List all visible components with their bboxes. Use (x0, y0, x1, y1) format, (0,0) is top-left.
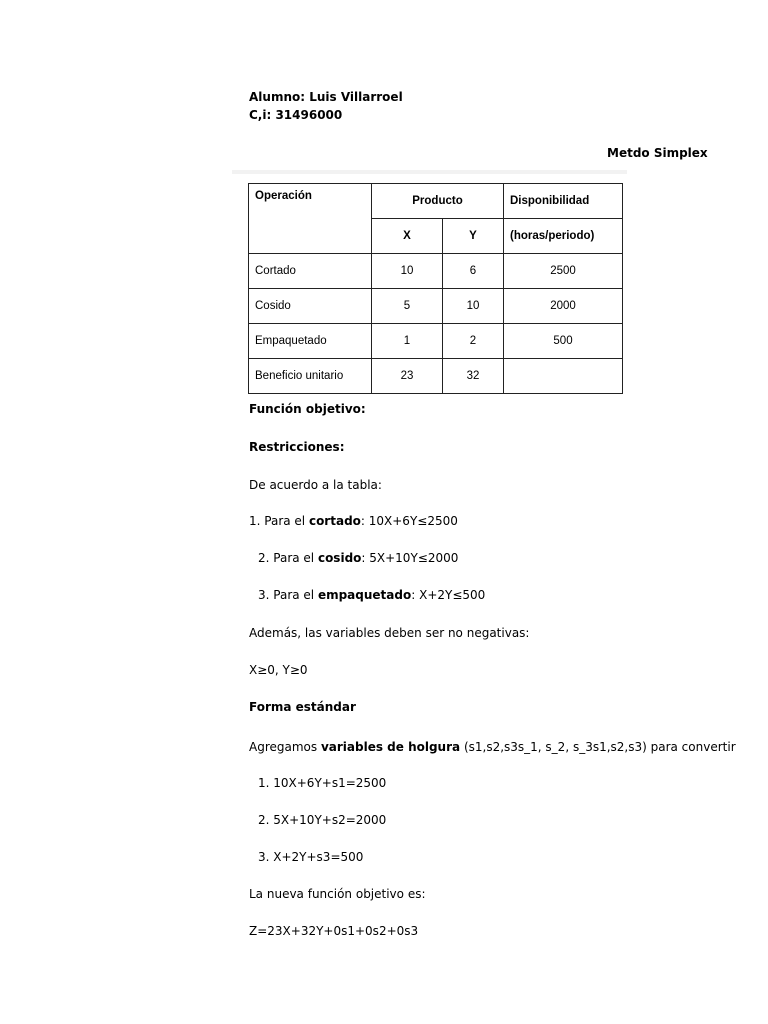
nonneg-constraints: X≥0, Y≥0 (249, 663, 308, 677)
cell-y: 2 (443, 324, 504, 359)
funcion-objetivo-heading: Función objetivo: (249, 402, 366, 416)
cell-x: 10 (372, 254, 443, 289)
cell-disp: 500 (504, 324, 623, 359)
standard-eq-1: 1. 10X+6Y+s1=2500 (258, 776, 387, 790)
restricciones-heading: Restricciones: (249, 440, 345, 454)
image-top-shade (232, 170, 627, 174)
cell-x: 1 (372, 324, 443, 359)
cell-op: Cortado (249, 254, 372, 289)
table-row (249, 324, 623, 359)
cell-op: Beneficio unitario (249, 359, 372, 394)
cell-x: 23 (372, 359, 443, 394)
intro-text: De acuerdo a la tabla: (249, 478, 382, 492)
header-disponibilidad: Disponibilidad (504, 184, 623, 219)
student-name: Alumno: Luis Villarroel (249, 90, 403, 104)
cell-disp: 2500 (504, 254, 623, 289)
cell-disp (504, 359, 623, 394)
objective-function: Z=23X+32Y+0s1+0s2+0s3 (249, 924, 419, 938)
header-x: X (372, 219, 443, 254)
cell-x: 5 (372, 289, 443, 324)
cell-y: 32 (443, 359, 504, 394)
table-row (249, 359, 623, 394)
nonneg-intro: Además, las variables deben ser no negativas: (249, 626, 530, 640)
data-table (248, 183, 623, 394)
standard-eq-3: 3. X+2Y+s3=500 (258, 850, 364, 864)
cell-y: 6 (443, 254, 504, 289)
slack-intro: Agregamos variables de holgura (s1,s2,s3s_1, s_2, s_3s1,s2,s3) para convertir (249, 740, 736, 754)
student-id: C,i: 31496000 (249, 108, 343, 122)
header-horas: (horas/periodo) (504, 219, 623, 254)
header-operacion: Operación (249, 184, 372, 254)
restriction-3: 3. Para el empaquetado: X+2Y≤500 (258, 588, 486, 602)
cell-y: 10 (443, 289, 504, 324)
document-title: Metdo Simplex (607, 146, 708, 160)
table-row (249, 289, 623, 324)
forma-estandar-heading: Forma estándar (249, 700, 356, 714)
standard-eq-2: 2. 5X+10Y+s2=2000 (258, 813, 387, 827)
cell-op: Cosido (249, 289, 372, 324)
cell-op: Empaquetado (249, 324, 372, 359)
restriction-1: 1. Para el cortado: 10X+6Y≤2500 (249, 514, 458, 528)
table-row (249, 254, 623, 289)
data-table-image (232, 170, 627, 400)
header-producto: Producto (372, 184, 504, 219)
restriction-2: 2. Para el cosido: 5X+10Y≤2000 (258, 551, 459, 565)
header-y: Y (443, 219, 504, 254)
cell-disp: 2000 (504, 289, 623, 324)
new-objective-intro: La nueva función objetivo es: (249, 887, 426, 901)
